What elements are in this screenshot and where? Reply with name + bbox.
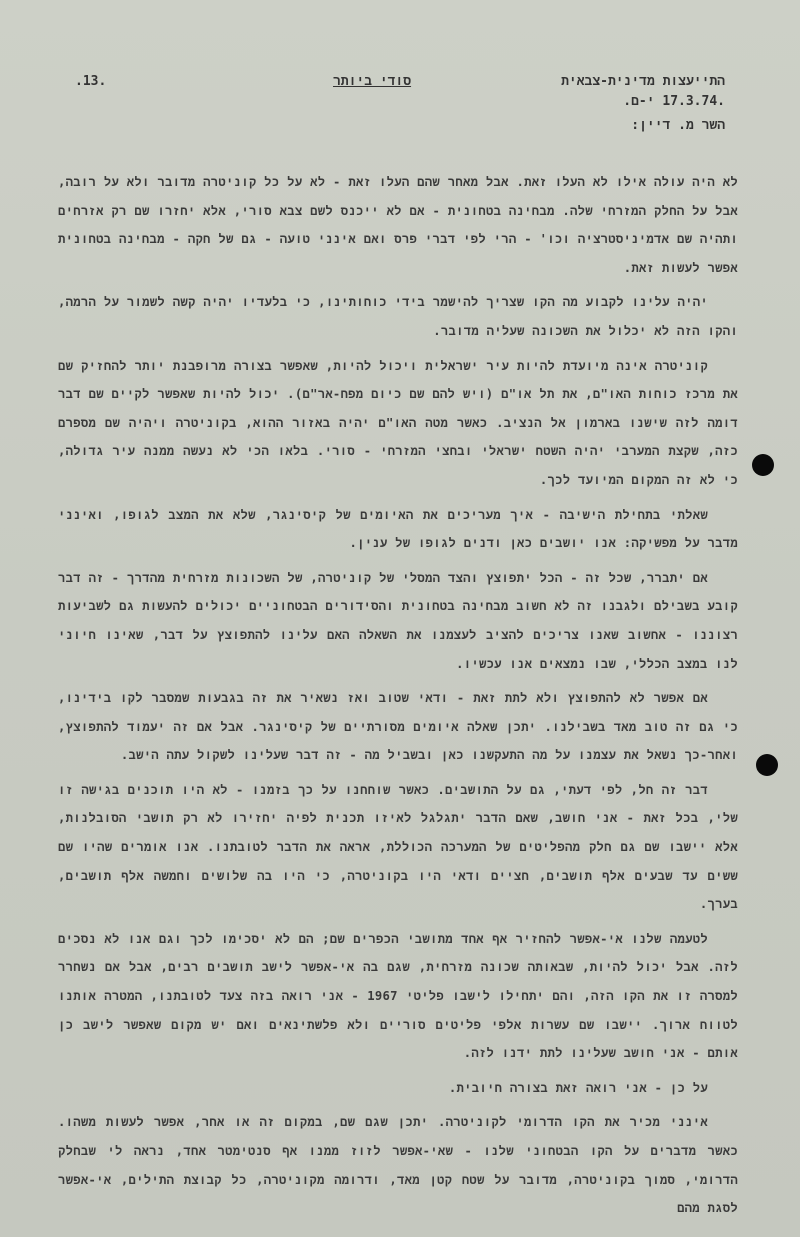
paragraph-2: יהיה עלינו לקבוע מה הקו שצריך להישמר בידי כוחותינו, כי בלעדיו יהיה קשה לשמור על הרמה, והקו הזה לא יכלול את השכונה שעליה מדובר. xyxy=(58,295,738,338)
paragraph-3: קוניטרה אינה מיועדת להיות עיר ישראלית ויכול להיות, שאפשר בצורה מרופבנת יותר להחזיק שם את מרכז כוחות האו"ם, את תל או"ם (ויש להם שם כיום מפח-אר"ם). יכול להיות שאפשר לקיים שם דבר דומה לזה שישנו בארמון אל הנציב. כאשר מטה האו"ם יהיה באזור ההוא, בקוניטרה ויהיה שם מספרם כזה, שקצת המערבי יהיה השטח ישראלי ובחצי המזרחי - סורי. בלאו הכי לא נעשה ממנה עיר גדולה, כי לא זה המקום המיועד לכך. xyxy=(58,358,738,487)
speaker-label: השר מ. דיין: xyxy=(631,118,725,133)
paragraph-6: אם אפשר לא להתפוצץ ולא לתת זאת - ודאי שטוב ואז נשאיר את זה בגבעות שמסבר לקו בידינו, כי גם זה טוב מאד בשבילנו. יתכן שאלה איומים מסורתיים של קיסינגר. אבל אם זה יעמוד להתפוצץ, ואחר-כך נשאל את עצמנו על מה התעקשנו כאן ובשביל מה - זה דבר שעלינו לשקול עתה הישב. xyxy=(58,691,738,763)
punch-hole-top xyxy=(752,454,774,476)
paragraph-7: דבר זה חל, לפי דעתי, גם על התושבים. כאשר שוחחנו על כך בזמנו - לא היו תוכנים בגישה זו שלי, בכל זאת - אני חושב, שאם הדבר יתגלגל לאיזו תכנית לפיה יחזירו לא רק תושבי הסובלנות, אלא יישבו שם גם חלק מהפליטים של המערכה הכוללת, אראה את הדבר לטובתנו. אנו אומרים שהיו שם ששים עד שבעים אלף תושבים, חציים ודאי היו בקוניטרה, כי היו בה שלושים וחמשה אלף תושבים, בערך. xyxy=(58,782,738,912)
page-number: .13. xyxy=(75,74,107,89)
document-org: התייעצות מדינית-צבאית xyxy=(561,74,725,89)
paragraph-9: על כן - אני רואה זאת בצורה חיובית. xyxy=(448,1080,708,1095)
paragraph-1: לא היה עולה אילו לא העלו זאת. אבל מאחר שהם העלו זאת - לא על כל קוניטרה מדובר ולא על רובה, אבל על החלק המזרחי שלה. מבחינה בטחונית - אם לא ייכנס לשם צבא סורי, אלא יחזרו שם רק אזרחים ותהיה שם אדמיניסטרציה וכו' - הרי לפי דברי פרס ואם אינני טועה - גם של חקה - מבחינה בטחונית אפשר לעשות זאת. xyxy=(58,175,738,275)
document-date: .17.3.74 י-ם. xyxy=(623,94,725,109)
paragraph-5: אם יתברר, שכל זה - הכל יתפוצץ והצד המסלי של קוניטרה, של השכונות מזרחית מהדרך - זה דבר קובע בשבילם ולגבנו זה לא חשוב מבחינה בטחונית והסידורים הבטחוניים יכולים להעשות גם לשביעות רצוננו - אחשוב שאנו צריכים להציב לעצמנו את השאלה האם עלינו להתפוצץ על דבר, שאינו חיוני לנו במצב הכללי, שבו נמצאים אנו עכשיו. xyxy=(58,570,738,671)
paragraph-4: שאלתי בתחילת הישיבה - איך מעריכים את האיומים של קיסינגר, שלא את המצב לגופו, ואינני מדבר על מפשיקה: אנו יושבים כאן ודנים לגופו של ענין. xyxy=(58,507,738,551)
classification-title: סודי ביותר xyxy=(333,74,412,89)
punch-hole-bottom xyxy=(756,754,778,776)
document-body xyxy=(58,168,738,1229)
paragraph-8: לטעמה שלנו אי-אפשר להחזיר אף אחד מתושבי הכפרים שם; הם לא יסכימו לכך וגם אנו לא נסכים לזה. אבל יכול להיות, שבאותה שכונה מזרחית, שגם בה אי-אפשר לישב תושבים רבים, אבל אם נשחרר למסרה זו את הקו הזה, והם יתחילו לישבו פליטי 1967 - אני רואה בזה צעד לטובתנו, המטרה אותנו לטווח ארוך. יישבו שם עשרות אלפי פליטים סוריים ולא פלשתינאים ואם יש מקום שאפשר לישב כן אותם - אני חושב שעלינו לתת ידנו לזה. xyxy=(58,931,738,1061)
paragraph-10: אינני מכיר את הקו הדרומי לקוניטרה. יתכן שגם שם, במקום זה או אחר, אפשר לעשות משהו. כאשר מדברים על הקו הבטחוני שלנו - שאי-אפשר לזוז ממנו אף סנטימטר אחד, נראה לי שבחלק הדרומי, סמוך בקוניטרה, מדובר על שטח קטן מאד, ודרומה מקוניטרה, כל קבוצת התילים, אי-אפשר לסגת מהם xyxy=(58,1115,738,1216)
